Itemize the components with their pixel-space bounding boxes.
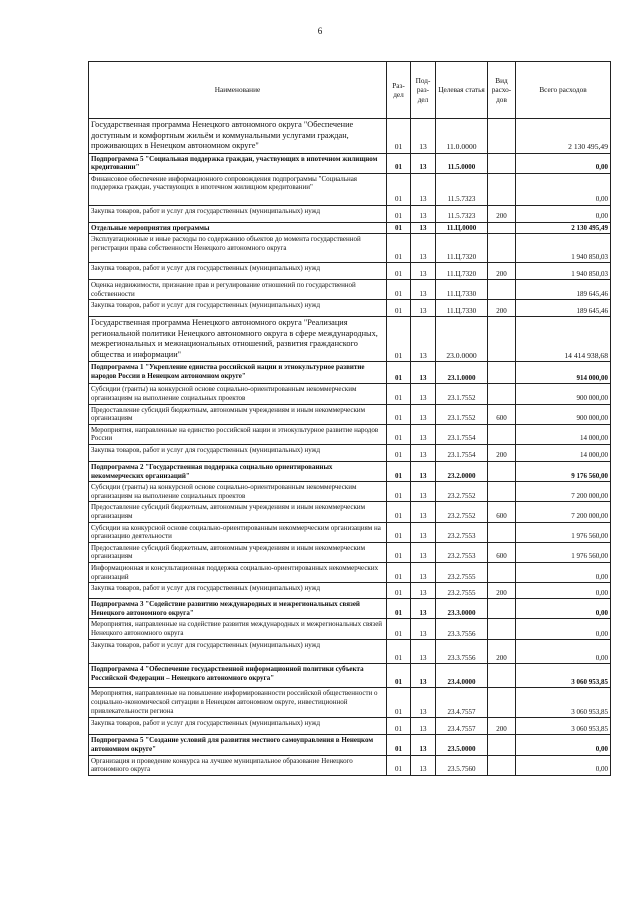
cell-name: Эксплуатационные и иные расходы по содержанию объектов до момента государственной регистрации права собственности Ненецкого автономного округа — [89, 234, 387, 263]
cell-section: 01 — [387, 222, 411, 234]
cell-name: Субсидии (гранты) на конкурсной основе социально-ориентированным некоммерческим организациям на выполнение социальных проектов — [89, 482, 387, 502]
cell-subsection: 13 — [411, 522, 436, 542]
cell-expense-type — [488, 119, 516, 154]
cell-section: 01 — [387, 640, 411, 664]
cell-subsection: 13 — [411, 583, 436, 599]
cell-target: 23.0.0000 — [436, 317, 488, 362]
cell-section: 01 — [387, 599, 411, 619]
cell-section: 01 — [387, 502, 411, 522]
table-row — [89, 583, 611, 599]
cell-total: 189 645,46 — [516, 300, 611, 317]
cell-name: Закупка товаров, работ и услуг для государственных (муниципальных) нужд — [89, 300, 387, 317]
cell-target: 23.2.7553 — [436, 522, 488, 542]
cell-name: Закупка товаров, работ и услуг для государственных (муниципальных) нужд — [89, 583, 387, 599]
cell-section: 01 — [387, 562, 411, 582]
cell-subsection: 13 — [411, 404, 436, 424]
cell-expense-type — [488, 362, 516, 384]
cell-name: Государственная программа Ненецкого автономного округа "Обеспечение доступным и комфортным жильём и коммунальными услугами граждан, проживающих в Ненецком автономном округе" — [89, 119, 387, 154]
cell-subsection: 13 — [411, 599, 436, 619]
cell-total: 14 414 938,68 — [516, 317, 611, 362]
table-row — [89, 542, 611, 562]
cell-section: 01 — [387, 234, 411, 263]
cell-subsection: 13 — [411, 119, 436, 154]
cell-expense-type — [488, 424, 516, 444]
cell-target: 11.5.0000 — [436, 153, 488, 173]
cell-target: 11.0.0000 — [436, 119, 488, 154]
cell-target: 11.Ц.7320 — [436, 263, 488, 280]
cell-name: Государственная программа Ненецкого автономного округа "Реализация региональной политики Ненецкого автономного округа в сфере международных, межрегиональных и межнациональных отношений, развития гражданского общества и информации" — [89, 317, 387, 362]
cell-section: 01 — [387, 755, 411, 775]
header-total: Всего расходов — [516, 62, 611, 119]
cell-name: Мероприятия, направленные на повышение информированности российской общественности о социально-экономической ситуации в Ненецком автономном округе, инвестиционной привлекательности региона — [89, 688, 387, 718]
cell-total: 7 200 000,00 — [516, 502, 611, 522]
cell-section: 01 — [387, 542, 411, 562]
cell-total: 2 130 495,49 — [516, 119, 611, 154]
table-header-row — [89, 62, 611, 119]
cell-total: 7 200 000,00 — [516, 482, 611, 502]
cell-target: 23.1.7552 — [436, 384, 488, 404]
table-row — [89, 234, 611, 263]
table-row — [89, 280, 611, 300]
cell-subsection: 13 — [411, 755, 436, 775]
cell-target: 23.2.7555 — [436, 562, 488, 582]
table-row — [89, 619, 611, 640]
header-name: Наименование — [89, 62, 387, 119]
cell-target: 23.2.7552 — [436, 502, 488, 522]
cell-subsection: 13 — [411, 317, 436, 362]
cell-name: Закупка товаров, работ и услуг для государственных (муниципальных) нужд — [89, 205, 387, 222]
cell-subsection: 13 — [411, 280, 436, 300]
cell-expense-type: 200 — [488, 718, 516, 735]
cell-subsection: 13 — [411, 619, 436, 640]
page-number: 6 — [317, 26, 323, 36]
cell-name: Финансовое обеспечение информационного сопровождения подпрограммы "Социальная поддержка граждан, участвующих в ипотечном жилищном кредитовании" — [89, 173, 387, 205]
cell-target: 11.Ц.7320 — [436, 234, 488, 263]
cell-total: 1 940 850,03 — [516, 234, 611, 263]
header-target: Целевая статья — [436, 62, 488, 119]
cell-total: 0,00 — [516, 153, 611, 173]
cell-target: 23.3.0000 — [436, 599, 488, 619]
cell-expense-type — [488, 222, 516, 234]
cell-name: Закупка товаров, работ и услуг для государственных (муниципальных) нужд — [89, 263, 387, 280]
cell-total: 0,00 — [516, 599, 611, 619]
cell-section: 01 — [387, 424, 411, 444]
cell-total: 189 645,46 — [516, 280, 611, 300]
cell-expense-type — [488, 599, 516, 619]
cell-target: 23.2.7555 — [436, 583, 488, 599]
cell-subsection: 13 — [411, 263, 436, 280]
table-row — [89, 755, 611, 775]
cell-name: Подпрограмма 4 "Обеспечение государственной информационной политики субъекта Российской Федерации – Ненецкого автономного округа" — [89, 664, 387, 688]
cell-name: Субсидии на конкурсной основе социально-ориентированным некоммерческим организациям на организацию деятельности — [89, 522, 387, 542]
table-row — [89, 502, 611, 522]
table-row — [89, 522, 611, 542]
cell-total: 0,00 — [516, 619, 611, 640]
cell-subsection: 13 — [411, 462, 436, 482]
cell-target: 23.2.7553 — [436, 542, 488, 562]
cell-name: Предоставление субсидий бюджетным, автономным учреждениям и иным некоммерческим организациям — [89, 502, 387, 522]
cell-target: 11.Ц.0000 — [436, 222, 488, 234]
cell-expense-type — [488, 153, 516, 173]
table-row — [89, 688, 611, 718]
cell-subsection: 13 — [411, 664, 436, 688]
cell-expense-type — [488, 735, 516, 755]
cell-subsection: 13 — [411, 362, 436, 384]
cell-name: Подпрограмма 5 "Социальная поддержка граждан, участвующих в ипотечном жилищном кредитовании" — [89, 153, 387, 173]
cell-name: Закупка товаров, работ и услуг для государственных (муниципальных) нужд — [89, 640, 387, 664]
cell-section: 01 — [387, 280, 411, 300]
cell-subsection: 13 — [411, 424, 436, 444]
cell-target: 23.1.7552 — [436, 404, 488, 424]
cell-expense-type — [488, 173, 516, 205]
cell-target: 23.4.7557 — [436, 688, 488, 718]
cell-subsection: 13 — [411, 234, 436, 263]
cell-target: 11.Ц.7330 — [436, 280, 488, 300]
table-row — [89, 173, 611, 205]
cell-subsection: 13 — [411, 562, 436, 582]
table-row — [89, 599, 611, 619]
cell-name: Закупка товаров, работ и услуг для государственных (муниципальных) нужд — [89, 718, 387, 735]
cell-total: 3 060 953,85 — [516, 664, 611, 688]
cell-section: 01 — [387, 522, 411, 542]
table-row — [89, 119, 611, 154]
cell-section: 01 — [387, 664, 411, 688]
cell-name: Мероприятия, направленные на единство российской нации и этнокультурное развитие народов России — [89, 424, 387, 444]
cell-name: Подпрограмма 1 "Укрепление единства российской нации и этнокультурное развитие народов России в Ненецком автономном округе" — [89, 362, 387, 384]
cell-expense-type — [488, 688, 516, 718]
table-row — [89, 735, 611, 755]
cell-total: 1 940 850,03 — [516, 263, 611, 280]
cell-section: 01 — [387, 583, 411, 599]
cell-subsection: 13 — [411, 384, 436, 404]
table-row — [89, 718, 611, 735]
cell-section: 01 — [387, 205, 411, 222]
cell-section: 01 — [387, 263, 411, 280]
cell-target: 23.1.0000 — [436, 362, 488, 384]
cell-section: 01 — [387, 445, 411, 462]
cell-total: 0,00 — [516, 735, 611, 755]
budget-table — [88, 61, 611, 776]
cell-total: 914 000,00 — [516, 362, 611, 384]
cell-subsection: 13 — [411, 640, 436, 664]
cell-name: Мероприятия, направленные на содействие развития международных и межрегиональных связей Ненецкого автономного округа — [89, 619, 387, 640]
table-row — [89, 222, 611, 234]
table-row — [89, 404, 611, 424]
table-row — [89, 482, 611, 502]
cell-total: 900 000,00 — [516, 404, 611, 424]
cell-section: 01 — [387, 482, 411, 502]
cell-target: 11.Ц.7330 — [436, 300, 488, 317]
cell-target: 23.5.0000 — [436, 735, 488, 755]
cell-target: 23.3.7556 — [436, 619, 488, 640]
cell-expense-type — [488, 619, 516, 640]
table-row — [89, 205, 611, 222]
table-row — [89, 317, 611, 362]
table-row — [89, 562, 611, 582]
cell-total: 14 000,00 — [516, 445, 611, 462]
cell-total: 9 176 560,00 — [516, 462, 611, 482]
cell-section: 01 — [387, 462, 411, 482]
cell-expense-type — [488, 664, 516, 688]
header-section: Раз-дел — [387, 62, 411, 119]
cell-section: 01 — [387, 619, 411, 640]
header-subsection: Под-раз-дел — [411, 62, 436, 119]
cell-target: 23.2.0000 — [436, 462, 488, 482]
cell-name: Организация и проведение конкурса на лучшее муниципальное образование Ненецкого автономного округа — [89, 755, 387, 775]
cell-expense-type: 200 — [488, 205, 516, 222]
cell-target: 23.1.7554 — [436, 445, 488, 462]
cell-section: 01 — [387, 688, 411, 718]
cell-subsection: 13 — [411, 300, 436, 317]
cell-name: Предоставление субсидий бюджетным, автономным учреждениям и иным некоммерческим организациям — [89, 404, 387, 424]
cell-expense-type — [488, 234, 516, 263]
cell-expense-type: 200 — [488, 640, 516, 664]
cell-expense-type — [488, 280, 516, 300]
cell-expense-type: 600 — [488, 542, 516, 562]
cell-subsection: 13 — [411, 153, 436, 173]
cell-subsection: 13 — [411, 735, 436, 755]
cell-total: 0,00 — [516, 173, 611, 205]
cell-total: 3 060 953,85 — [516, 718, 611, 735]
cell-section: 01 — [387, 153, 411, 173]
cell-section: 01 — [387, 718, 411, 735]
cell-name: Предоставление субсидий бюджетным, автономным учреждениям и иным некоммерческим организациям — [89, 542, 387, 562]
cell-subsection: 13 — [411, 205, 436, 222]
cell-total: 0,00 — [516, 205, 611, 222]
cell-section: 01 — [387, 317, 411, 362]
cell-subsection: 13 — [411, 445, 436, 462]
cell-total: 0,00 — [516, 562, 611, 582]
table-row — [89, 445, 611, 462]
cell-name: Субсидии (гранты) на конкурсной основе социально-ориентированным некоммерческим организациям на выполнение социальных проектов — [89, 384, 387, 404]
cell-subsection: 13 — [411, 688, 436, 718]
cell-total: 14 000,00 — [516, 424, 611, 444]
cell-expense-type: 600 — [488, 502, 516, 522]
table-row — [89, 424, 611, 444]
cell-expense-type — [488, 317, 516, 362]
cell-subsection: 13 — [411, 542, 436, 562]
cell-expense-type — [488, 384, 516, 404]
cell-subsection: 13 — [411, 502, 436, 522]
cell-target: 23.4.0000 — [436, 664, 488, 688]
cell-total: 900 000,00 — [516, 384, 611, 404]
table-row — [89, 300, 611, 317]
cell-expense-type — [488, 562, 516, 582]
cell-total: 0,00 — [516, 583, 611, 599]
cell-section: 01 — [387, 735, 411, 755]
cell-subsection: 13 — [411, 173, 436, 205]
cell-name: Подпрограмма 3 "Содействие развитию международных и межрегиональных связей Ненецкого автономного округа" — [89, 599, 387, 619]
cell-section: 01 — [387, 173, 411, 205]
cell-target: 23.4.7557 — [436, 718, 488, 735]
table-row — [89, 384, 611, 404]
header-expense-type: Вид расхо-дов — [488, 62, 516, 119]
cell-target: 11.5.7323 — [436, 173, 488, 205]
cell-section: 01 — [387, 404, 411, 424]
cell-name: Закупка товаров, работ и услуг для государственных (муниципальных) нужд — [89, 445, 387, 462]
cell-expense-type — [488, 482, 516, 502]
cell-expense-type: 200 — [488, 300, 516, 317]
cell-name: Отдельные мероприятия программы — [89, 222, 387, 234]
cell-expense-type: 600 — [488, 404, 516, 424]
table-row — [89, 640, 611, 664]
cell-section: 01 — [387, 384, 411, 404]
cell-total: 1 976 560,00 — [516, 522, 611, 542]
cell-target: 23.1.7554 — [436, 424, 488, 444]
cell-name: Оценка недвижимости, признание прав и регулирование отношений по государственной собственности — [89, 280, 387, 300]
table-row — [89, 153, 611, 173]
cell-target: 23.3.7556 — [436, 640, 488, 664]
cell-subsection: 13 — [411, 222, 436, 234]
table-row — [89, 462, 611, 482]
cell-section: 01 — [387, 362, 411, 384]
cell-total: 1 976 560,00 — [516, 542, 611, 562]
cell-expense-type — [488, 755, 516, 775]
cell-name: Подпрограмма 2 "Государственная поддержка социально ориентированных некоммерческих организаций" — [89, 462, 387, 482]
cell-target: 23.5.7560 — [436, 755, 488, 775]
cell-target: 23.2.7552 — [436, 482, 488, 502]
cell-expense-type — [488, 522, 516, 542]
cell-subsection: 13 — [411, 482, 436, 502]
cell-expense-type — [488, 462, 516, 482]
cell-total: 0,00 — [516, 755, 611, 775]
table-body — [89, 119, 611, 776]
cell-name: Подпрограмма 5 "Создание условий для развития местного самоуправления в Ненецком автономном округе" — [89, 735, 387, 755]
cell-total: 2 130 495,49 — [516, 222, 611, 234]
cell-expense-type: 200 — [488, 445, 516, 462]
table-row — [89, 263, 611, 280]
cell-section: 01 — [387, 300, 411, 317]
cell-section: 01 — [387, 119, 411, 154]
cell-total: 3 060 953,85 — [516, 688, 611, 718]
table-row — [89, 362, 611, 384]
cell-target: 11.5.7323 — [436, 205, 488, 222]
cell-expense-type: 200 — [488, 263, 516, 280]
cell-name: Информационная и консультационная поддержка социально-ориентированных некоммерческих организаций — [89, 562, 387, 582]
cell-total: 0,00 — [516, 640, 611, 664]
cell-subsection: 13 — [411, 718, 436, 735]
cell-expense-type: 200 — [488, 583, 516, 599]
table-row — [89, 664, 611, 688]
